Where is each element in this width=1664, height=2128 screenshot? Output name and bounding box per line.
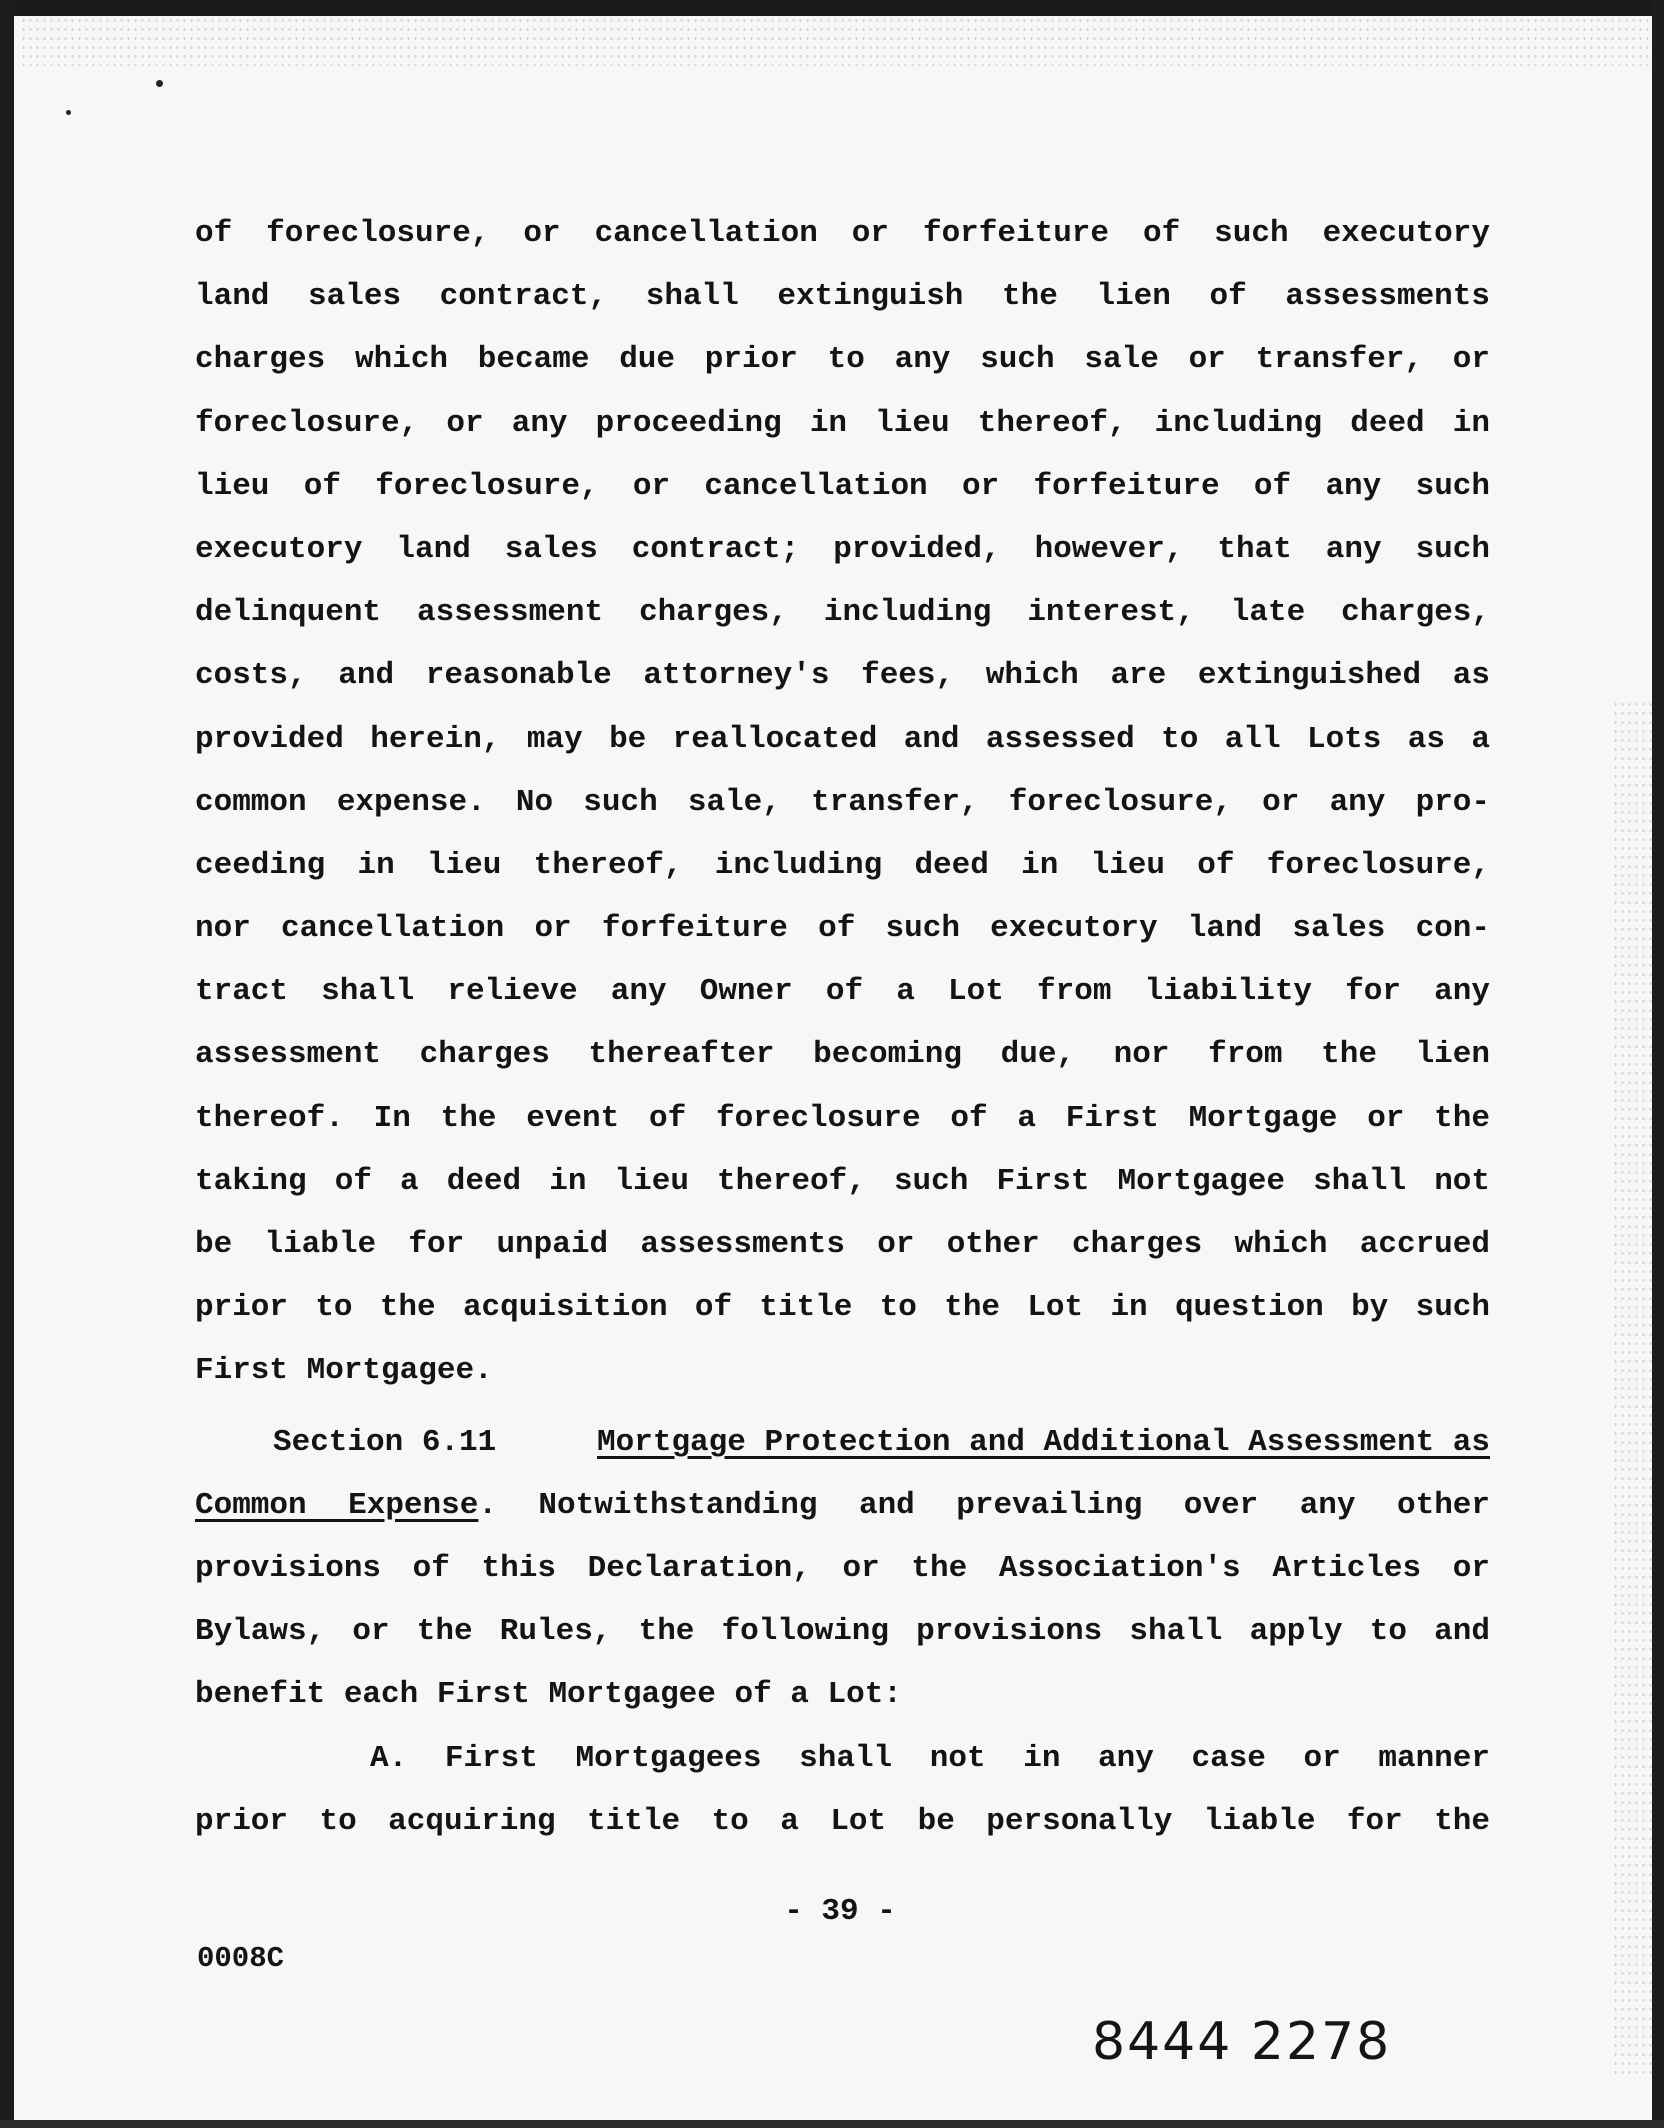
document-code: 0008C (197, 1942, 285, 1975)
body-line: be liable for unpaid assessments or other charges which accrued (195, 1227, 1490, 1262)
body-line: thereof. In the event of foreclosure of a First Mortgage or the (195, 1100, 1490, 1136)
scan-border-bottom (0, 2120, 1664, 2128)
body-line: provided herein, may be reallocated and assessed to all Lots as a (195, 721, 1490, 757)
body-line: foreclosure, or any proceeding in lieu thereof, including deed in (195, 405, 1490, 441)
body-line: First Mortgagee. (195, 1353, 493, 1389)
scan-border-right (1652, 0, 1664, 2128)
body-line: prior to the acquisition of title to the Lot in question by such (195, 1290, 1490, 1326)
scan-border-left (0, 0, 14, 2128)
scan-speck (156, 80, 163, 87)
section-number: Section 6.11 (273, 1424, 497, 1460)
document-body (195, 202, 1490, 1853)
scan-noise-top (20, 16, 1650, 66)
section-heading-line (195, 1411, 1490, 1474)
section-line: benefit each First Mortgagee of a Lot: (195, 1677, 902, 1713)
body-line: nor cancellation or forfeiture of such executory land sales con- (195, 911, 1490, 947)
scan-speck (66, 110, 71, 115)
body-line: land sales contract, shall extinguish the lien of assessments (195, 279, 1490, 315)
page-number: - 39 - (784, 1894, 896, 1929)
body-line: delinquent assessment charges, including interest, late charges, (195, 595, 1490, 631)
body-line: tract shall relieve any Owner of a Lot from liability for any (195, 974, 1490, 1010)
body-line: common expense. No such sale, transfer, foreclosure, or any pro- (195, 784, 1490, 820)
stamp-number: 8444 2278 (1092, 2012, 1392, 2072)
body-line: assessment charges thereafter becoming due, nor from the lien (195, 1037, 1490, 1073)
scan-border-top (0, 0, 1664, 16)
body-line: charges which became due prior to any such sale or transfer, or (195, 342, 1490, 378)
section-line: Bylaws, or the Rules, the following provisions shall apply to and (195, 1614, 1490, 1650)
body-line: of foreclosure, or cancellation or forfeiture of such executory (195, 216, 1490, 251)
section-line: provisions of this Declaration, or the Association's Articles or (195, 1550, 1490, 1586)
section-heading-continued: Common Expense (195, 1487, 479, 1523)
body-line: taking of a deed in lieu thereof, such First Mortgagee shall not (195, 1163, 1490, 1199)
item-a-line: prior to acquiring title to a Lot be personally liable for the (195, 1803, 1490, 1839)
section-line (195, 1474, 1490, 1537)
section-text: . Notwithstanding and prevailing over any other (478, 1487, 1491, 1523)
item-a-line: A. First Mortgagees shall not in any case or manner (370, 1740, 1490, 1776)
section-heading: Mortgage Protection and Additional Assessment as (597, 1424, 1490, 1460)
scan-noise-right (1612, 700, 1652, 2080)
body-line: executory land sales contract; provided, however, that any such (195, 531, 1490, 567)
body-line: lieu of foreclosure, or cancellation or forfeiture of any such (195, 468, 1490, 504)
body-line: costs, and reasonable attorney's fees, which are extinguished as (195, 658, 1490, 694)
body-line: ceeding in lieu thereof, including deed in lieu of foreclosure, (195, 847, 1490, 883)
